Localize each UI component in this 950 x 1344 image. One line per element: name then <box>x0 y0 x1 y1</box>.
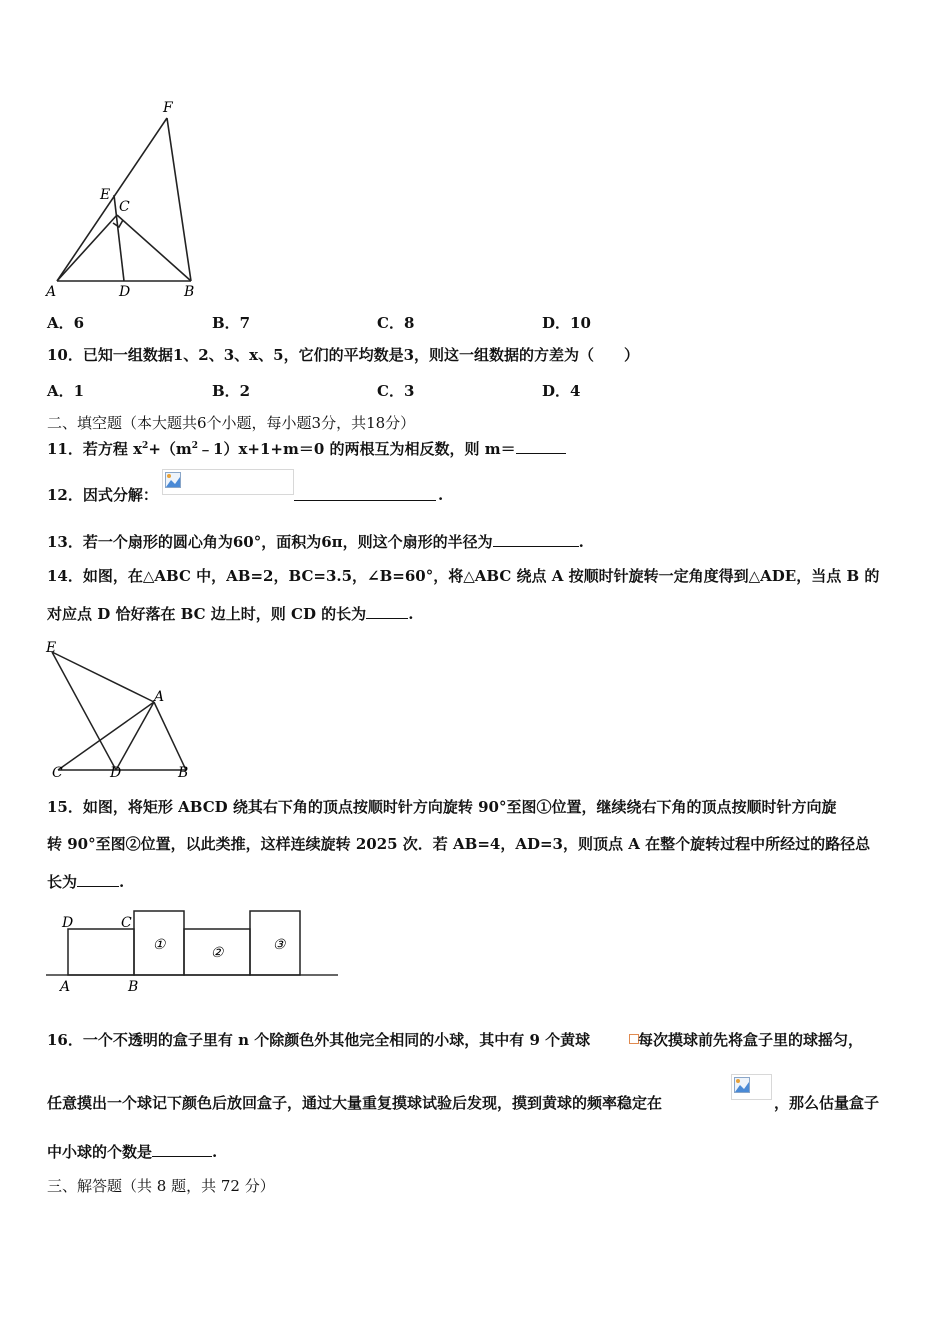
label-F: F <box>163 100 173 116</box>
q11-mid2: ﹣1）x+1+m＝0 的两根互为相反数，则 m＝ <box>198 440 516 458</box>
q11-sup1: 2 <box>142 441 149 451</box>
q15-line2: 转 90°至图②位置，以此类推，这样连续旋转 2025 次．若 AB=4，AD=3，则顶点 A 在整个旋转过程中所经过的路径总 <box>47 835 871 853</box>
q14-line2-text: 对应点 D 恰好落在 BC 边上时，则 CD 的长为 <box>47 605 367 623</box>
q16-line1b: 每次摸球前先将盒子里的球摇匀， <box>638 1031 864 1049</box>
q15-end: . <box>119 873 125 891</box>
q10-option-c: C．3 <box>377 382 415 400</box>
q14-answer-blank <box>366 604 408 619</box>
q10-option-b: B．2 <box>212 382 251 400</box>
q13-answer-blank <box>493 532 579 547</box>
broken-image-icon <box>734 1077 750 1093</box>
segment-CB <box>117 215 191 281</box>
q16-line3 <box>47 1142 217 1162</box>
q9-option-c: C．8 <box>377 314 415 332</box>
q16-line2b: ，那么估量盒子 <box>774 1094 880 1112</box>
q9-figure <box>40 98 210 303</box>
label-B: B <box>178 765 189 781</box>
q15-figure <box>44 905 340 997</box>
label-B: B <box>184 284 195 300</box>
label-A: A <box>154 689 165 705</box>
section-3-heading: 三、解答题（共 8 题，共 72 分） <box>47 1177 275 1195</box>
label-C: C <box>119 199 130 215</box>
broken-image-icon <box>165 472 181 488</box>
segment-AF <box>57 118 167 281</box>
q16-line2a: 任意摸出一个球记下颜色后放回盒子，通过大量重复摸球试验后发现，摸到黄球的频率稳定在 <box>47 1094 663 1112</box>
segment-AB <box>154 702 186 770</box>
q12-pre: 12．因式分解： <box>47 486 158 504</box>
q10-option-a: A．1 <box>47 382 85 400</box>
label-position-1: ① <box>152 937 166 953</box>
q15-line3 <box>47 872 124 892</box>
q13-end: . <box>578 533 584 551</box>
q14-end: . <box>408 605 414 623</box>
q16-answer-blank <box>152 1142 212 1157</box>
label-D: D <box>119 284 131 300</box>
q13 <box>47 532 584 552</box>
label-C: C <box>52 765 63 781</box>
q12-formula-image <box>162 469 294 495</box>
q15-line3-text: 长为 <box>47 873 78 891</box>
q13-text: 13．若一个扇形的圆心角为60°，面积为6π，则这个扇形的半径为 <box>47 533 493 551</box>
segment-EA <box>52 652 154 702</box>
q9-option-b: B．7 <box>212 314 251 332</box>
q15-answer-blank <box>77 872 119 887</box>
q10-option-d: D．4 <box>542 382 581 400</box>
q11-pre: 11．若方程 x <box>47 440 143 458</box>
label-E: E <box>100 187 111 203</box>
label-D: D <box>110 765 122 781</box>
q9-option-d: D．10 <box>542 314 591 332</box>
q12-answer-blank <box>294 486 436 501</box>
q11-answer-blank <box>516 439 566 454</box>
q16-probability-image <box>731 1074 772 1100</box>
q9-option-a: A．6 <box>47 314 85 332</box>
label-B: B <box>128 979 139 995</box>
q11 <box>47 439 566 459</box>
segment-AC <box>57 215 117 281</box>
label-position-2: ② <box>210 945 224 961</box>
rect-ABCD <box>68 929 134 975</box>
segment-AD <box>116 702 154 770</box>
label-A: A <box>46 284 57 300</box>
section-2-heading: 二、填空题（本大题共6个小题，每小题3分，共18分） <box>47 414 416 432</box>
label-C: C <box>121 915 132 931</box>
q11-mid1: +（m <box>148 440 192 458</box>
label-position-3: ③ <box>272 937 286 953</box>
label-A: A <box>60 979 71 995</box>
q14-line2 <box>47 604 413 624</box>
label-D: D <box>62 915 74 931</box>
q14-line1: 14．如图，在△ABC 中，AB=2，BC=3.5，∠B=60°，将△ABC 绕点 A 按顺时针旋转一定角度得到△ADE，当点 B 的 <box>47 567 880 585</box>
segment-CA <box>58 702 154 770</box>
q16-line1: 16．一个不透明的盒子里有 n 个除颜色外其他完全相同的小球，其中有 9 个黄球 <box>47 1031 591 1049</box>
q15-line1: 15．如图，将矩形 ABCD 绕其右下角的顶点按顺时针方向旋转 90°至图①位置，继续绕右下角的顶点按顺时针方向旋 <box>47 798 837 816</box>
q14-figure <box>44 636 194 784</box>
label-E: E <box>46 640 57 656</box>
q10-stem: 10．已知一组数据1、2、3、x、5，它们的平均数是3，则这一组数据的方差为（ ） <box>47 346 640 364</box>
q12-end: . <box>438 486 444 504</box>
segment-FB <box>167 118 191 281</box>
q16-end: . <box>212 1143 218 1161</box>
q16-line3-text: 中小球的个数是 <box>47 1143 153 1161</box>
q11-sup2: 2 <box>191 441 199 451</box>
